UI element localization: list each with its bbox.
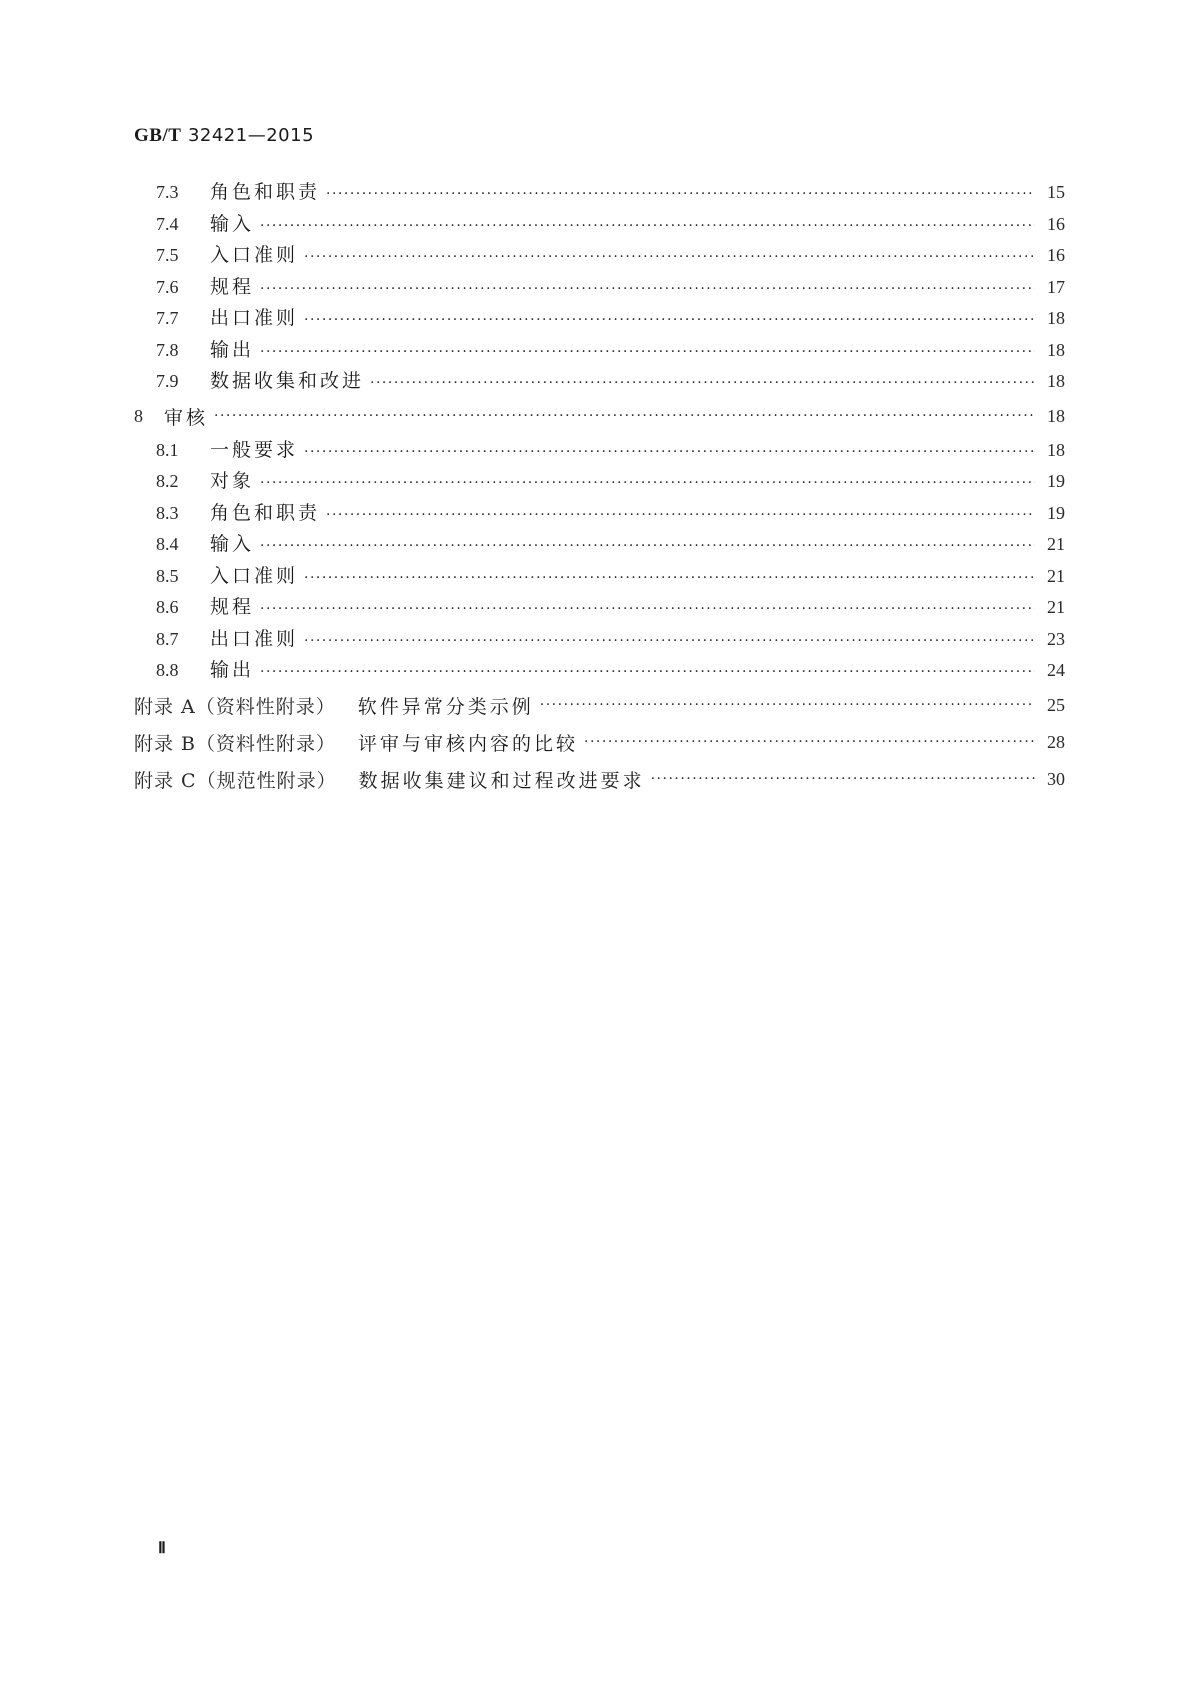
toc-entry-number: 8 <box>134 405 143 426</box>
toc-entry-number: 7.4 <box>156 213 179 234</box>
toc-entry[interactable] <box>134 209 1065 241</box>
toc-entry[interactable] <box>134 498 1065 530</box>
toc-entry-number: 8.1 <box>156 439 179 460</box>
toc-dot-leader <box>260 475 1035 491</box>
toc-entry[interactable] <box>134 724 1065 761</box>
toc-entry-title: 数据收集和改进 <box>210 370 365 392</box>
standard-number: 32421—2015 <box>187 125 315 146</box>
toc-entry-page: 21 <box>1047 534 1065 554</box>
toc-entry-number: 7.5 <box>156 245 179 265</box>
toc-entry-number: 8.4 <box>156 534 179 554</box>
toc-entry[interactable] <box>134 303 1065 335</box>
toc-entry-page: 30 <box>1047 768 1065 789</box>
toc-entry[interactable] <box>134 761 1065 798</box>
table-of-contents <box>134 177 1065 798</box>
toc-entry[interactable] <box>134 240 1065 272</box>
toc-entry-number: 附录 B（资料性附录） <box>134 732 337 755</box>
toc-entry-title: 输出 <box>210 659 255 681</box>
toc-entry-title: 规程 <box>210 596 255 618</box>
toc-entry[interactable] <box>134 592 1065 624</box>
toc-entry-title: 规程 <box>210 275 255 298</box>
toc-dot-leader <box>304 633 1035 649</box>
toc-entry-page: 19 <box>1047 502 1065 523</box>
page-number: Ⅱ <box>158 1540 166 1557</box>
toc-entry-title: 对象 <box>210 470 255 492</box>
toc-dot-leader <box>304 570 1035 586</box>
toc-entry[interactable] <box>134 272 1065 304</box>
toc-dot-leader <box>651 771 1035 787</box>
toc-entry-title: 输出 <box>210 338 255 361</box>
toc-entry-title: 角色和职责 <box>210 501 321 524</box>
toc-dot-leader <box>326 186 1035 202</box>
toc-entry[interactable] <box>134 655 1065 687</box>
toc-entry-number: 7.3 <box>156 182 179 202</box>
toc-entry-number: 8.2 <box>156 471 179 491</box>
toc-entry[interactable] <box>134 466 1065 498</box>
toc-entry-page: 18 <box>1047 371 1065 391</box>
toc-entry-page: 18 <box>1047 405 1065 426</box>
toc-dot-leader <box>304 444 1035 460</box>
toc-entry-number: 8.3 <box>156 502 179 523</box>
toc-entry[interactable] <box>134 435 1065 467</box>
toc-entry[interactable] <box>134 687 1065 724</box>
toc-entry[interactable] <box>134 335 1065 367</box>
toc-entry-number: 8.5 <box>156 565 179 586</box>
toc-entry-number: 7.9 <box>156 371 179 391</box>
toc-entry-title: 入口准则 <box>210 564 299 587</box>
toc-dot-leader <box>584 734 1035 750</box>
standard-prefix: GB/T <box>134 125 182 146</box>
toc-entry-title: 出口准则 <box>210 627 299 650</box>
toc-entry-page: 24 <box>1047 660 1065 680</box>
toc-entry-number: 7.7 <box>156 308 179 328</box>
toc-entry-title: 软件异常分类示例 <box>357 695 534 718</box>
toc-dot-leader <box>326 507 1035 523</box>
toc-entry-title: 输入 <box>210 533 255 555</box>
toc-entry-number: 7.8 <box>156 339 179 360</box>
toc-dot-leader <box>304 312 1035 328</box>
toc-dot-leader <box>260 281 1035 297</box>
toc-entry-title: 输入 <box>210 212 255 235</box>
toc-entry-title: 审核 <box>164 406 209 429</box>
toc-entry[interactable] <box>134 624 1065 656</box>
toc-entry-page: 18 <box>1047 308 1065 328</box>
toc-entry-title: 角色和职责 <box>210 181 321 203</box>
toc-entry-page: 16 <box>1047 213 1065 234</box>
toc-entry-page: 21 <box>1047 565 1065 586</box>
toc-entry-number: 附录 A（资料性附录） <box>134 695 336 718</box>
toc-entry-title: 一般要求 <box>210 438 299 461</box>
toc-entry-title: 评审与审核内容的比较 <box>358 732 579 755</box>
toc-dot-leader <box>260 344 1035 360</box>
toc-entry-title: 入口准则 <box>210 244 299 266</box>
document-code <box>134 124 314 147</box>
toc-entry-page: 21 <box>1047 597 1065 617</box>
toc-entry[interactable] <box>134 529 1065 561</box>
toc-entry-page: 23 <box>1047 628 1065 649</box>
toc-entry-page: 25 <box>1047 694 1065 715</box>
toc-entry-title: 数据收集建议和过程改进要求 <box>358 769 645 792</box>
toc-entry-number: 8.7 <box>156 628 179 649</box>
toc-entry[interactable] <box>134 366 1065 398</box>
toc-entry-page: 18 <box>1047 339 1065 360</box>
toc-entry-page: 28 <box>1047 731 1065 752</box>
toc-entry[interactable] <box>134 398 1065 435</box>
toc-dot-leader <box>260 601 1035 617</box>
toc-dot-leader <box>370 375 1035 391</box>
toc-entry-title: 出口准则 <box>210 307 299 329</box>
toc-entry-number: 7.6 <box>156 276 179 297</box>
toc-entry-page: 18 <box>1047 439 1065 460</box>
toc-entry-page: 19 <box>1047 471 1065 491</box>
toc-dot-leader <box>260 218 1035 234</box>
toc-entry[interactable] <box>134 177 1065 209</box>
toc-dot-leader <box>304 249 1035 265</box>
toc-entry[interactable] <box>134 561 1065 593</box>
toc-dot-leader <box>260 664 1035 680</box>
toc-entry-number: 8.8 <box>156 660 179 680</box>
toc-entry-number: 8.6 <box>156 597 179 617</box>
toc-entry-page: 15 <box>1047 182 1065 202</box>
toc-dot-leader <box>214 408 1035 424</box>
toc-dot-leader <box>540 697 1035 713</box>
toc-entry-number: 附录 C（规范性附录） <box>134 769 337 792</box>
toc-entry-page: 17 <box>1047 276 1065 297</box>
toc-dot-leader <box>260 538 1035 554</box>
toc-entry-page: 16 <box>1047 245 1065 265</box>
